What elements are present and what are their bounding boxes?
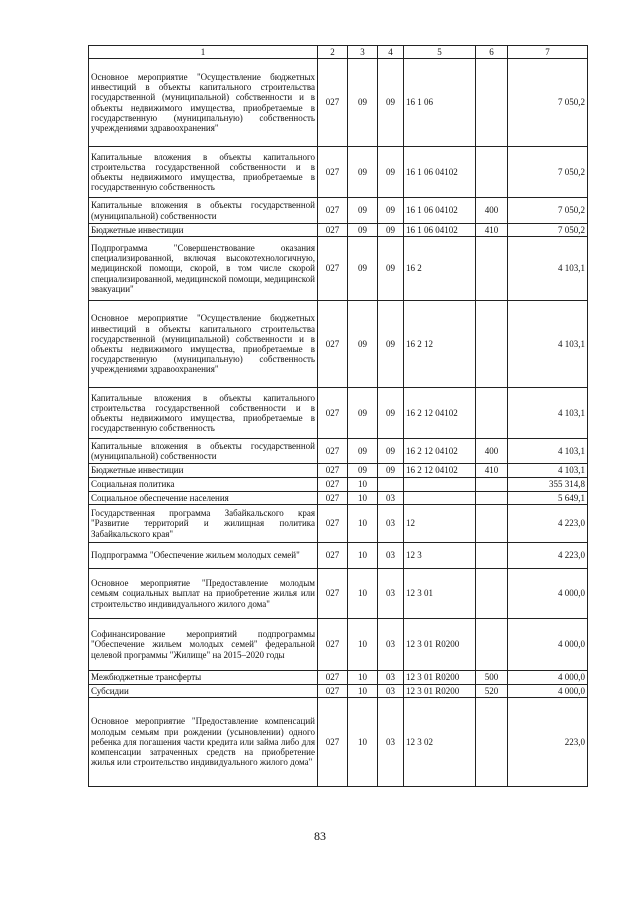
table-row	[89, 543, 588, 569]
row-expense-type-cell: 410	[476, 224, 508, 237]
row-target-article-cell: 12 3 01 R0200	[404, 685, 476, 698]
row-section-cell: 09	[348, 147, 378, 198]
row-target-article-cell: 16 2 12	[404, 301, 476, 388]
table-row	[89, 301, 588, 388]
row-amount-cell: 7 050,2	[508, 198, 588, 224]
table-row	[89, 492, 588, 505]
row-name-cell: Капитальные вложения в объекты капитального строительства государственной собственности и в объекты недвижимого имущества, приобретаемые в государственную собственность	[89, 388, 318, 439]
row-target-article-cell: 12	[404, 505, 476, 543]
row-subsection-cell: 09	[378, 59, 404, 147]
header-col-7: 7	[508, 46, 588, 59]
row-name-cell: Социальная политика	[89, 478, 318, 492]
row-section-cell: 09	[348, 388, 378, 439]
row-section-cell: 10	[348, 619, 378, 671]
row-subsection-cell: 03	[378, 685, 404, 698]
row-name-cell: Капитальные вложения в объекты государственной (муниципальной) собственности	[89, 439, 318, 464]
row-target-article-cell: 16 1 06 04102	[404, 198, 476, 224]
row-amount-cell: 4 223,0	[508, 505, 588, 543]
table-row	[89, 685, 588, 698]
row-section-cell: 10	[348, 478, 378, 492]
row-subsection-cell: 03	[378, 569, 404, 619]
row-subsection-cell: 03	[378, 505, 404, 543]
row-expense-type-cell	[476, 505, 508, 543]
row-subsection-cell: 09	[378, 224, 404, 237]
row-expense-type-cell: 410	[476, 464, 508, 478]
row-section-cell: 10	[348, 698, 378, 787]
row-name-cell: Основное мероприятие "Осуществление бюджетных инвестиций в объекты капитального строительства государственной (муниципальной) собственности и в объекты недвижимого имущества, приобретаемые в государственную (муниципальную) собственность учреждениями здравоохранения"	[89, 301, 318, 388]
row-section-cell: 09	[348, 237, 378, 301]
row-expense-type-cell	[476, 388, 508, 439]
row-name-cell: Подпрограмма "Совершенствование оказания специализированной, включая высокотехнологичную, медицинской помощи, скорой, в том числе скорой специализированной, медицинской помощи, медицинской эвакуации"	[89, 237, 318, 301]
row-ministry-code-cell: 027	[318, 198, 348, 224]
row-name-cell: Государственная программа Забайкальского края "Развитие территорий и жилищная политика Забайкальского края"	[89, 505, 318, 543]
row-target-article-cell: 16 1 06 04102	[404, 224, 476, 237]
budget-table	[88, 45, 588, 787]
row-subsection-cell	[378, 478, 404, 492]
table-row	[89, 147, 588, 198]
row-ministry-code-cell: 027	[318, 685, 348, 698]
row-subsection-cell: 03	[378, 671, 404, 685]
row-section-cell: 09	[348, 439, 378, 464]
row-amount-cell: 4 000,0	[508, 671, 588, 685]
row-expense-type-cell	[476, 237, 508, 301]
header-col-1: 1	[89, 46, 318, 59]
row-target-article-cell: 16 2 12 04102	[404, 388, 476, 439]
row-ministry-code-cell: 027	[318, 147, 348, 198]
row-section-cell: 10	[348, 569, 378, 619]
row-name-cell: Подпрограмма "Обеспечение жильем молодых семей"	[89, 543, 318, 569]
row-subsection-cell: 03	[378, 492, 404, 505]
row-ministry-code-cell: 027	[318, 478, 348, 492]
row-expense-type-cell: 400	[476, 198, 508, 224]
row-name-cell: Основное мероприятие "Предоставление компенсаций молодым семьям при рождении (усыновлении) одного ребенка для погашения части кредита или займа либо для компенсации затраченных средств на приобретение жилья или строительство индивидуального жилого дома"	[89, 698, 318, 787]
table-body	[89, 59, 588, 787]
table-row	[89, 569, 588, 619]
row-ministry-code-cell: 027	[318, 237, 348, 301]
row-name-cell: Бюджетные инвестиции	[89, 464, 318, 478]
row-amount-cell: 223,0	[508, 698, 588, 787]
row-name-cell: Софинансирование мероприятий подпрограммы "Обеспечение жильем молодых семей" федеральной целевой программы "Жилище" на 2015–2020 годы	[89, 619, 318, 671]
row-subsection-cell: 03	[378, 698, 404, 787]
table-row	[89, 505, 588, 543]
row-ministry-code-cell: 027	[318, 492, 348, 505]
header-col-5: 5	[404, 46, 476, 59]
row-section-cell: 09	[348, 198, 378, 224]
row-ministry-code-cell: 027	[318, 619, 348, 671]
row-amount-cell: 7 050,2	[508, 147, 588, 198]
row-subsection-cell: 09	[378, 147, 404, 198]
row-amount-cell: 4 103,1	[508, 388, 588, 439]
row-expense-type-cell	[476, 301, 508, 388]
row-name-cell: Основное мероприятие "Осуществление бюджетных инвестиций в объекты капитального строительства государственной (муниципальной) собственности и в объекты недвижимого имущества, приобретаемые в государственную (муниципальную) собственность учреждениями здравоохранения"	[89, 59, 318, 147]
row-name-cell: Социальное обеспечение населения	[89, 492, 318, 505]
row-ministry-code-cell: 027	[318, 464, 348, 478]
row-section-cell: 10	[348, 543, 378, 569]
row-subsection-cell: 09	[378, 388, 404, 439]
row-ministry-code-cell: 027	[318, 698, 348, 787]
row-expense-type-cell	[476, 569, 508, 619]
row-expense-type-cell: 400	[476, 439, 508, 464]
table-row	[89, 619, 588, 671]
row-target-article-cell: 12 3 01 R0200	[404, 671, 476, 685]
row-ministry-code-cell: 027	[318, 439, 348, 464]
row-section-cell: 09	[348, 464, 378, 478]
table-row	[89, 198, 588, 224]
row-expense-type-cell	[476, 147, 508, 198]
header-col-6: 6	[476, 46, 508, 59]
row-subsection-cell: 09	[378, 237, 404, 301]
row-subsection-cell: 09	[378, 439, 404, 464]
row-amount-cell: 4 223,0	[508, 543, 588, 569]
row-expense-type-cell: 520	[476, 685, 508, 698]
row-target-article-cell: 12 3 02	[404, 698, 476, 787]
table-row	[89, 464, 588, 478]
row-subsection-cell: 09	[378, 464, 404, 478]
row-amount-cell: 4 000,0	[508, 685, 588, 698]
row-section-cell: 09	[348, 301, 378, 388]
row-amount-cell: 4 103,1	[508, 237, 588, 301]
row-target-article-cell: 12 3 01 R0200	[404, 619, 476, 671]
row-target-article-cell: 12 3	[404, 543, 476, 569]
row-ministry-code-cell: 027	[318, 543, 348, 569]
table-row	[89, 59, 588, 147]
row-expense-type-cell: 500	[476, 671, 508, 685]
row-subsection-cell: 03	[378, 543, 404, 569]
table-row	[89, 439, 588, 464]
row-target-article-cell	[404, 492, 476, 505]
row-ministry-code-cell: 027	[318, 671, 348, 685]
row-ministry-code-cell: 027	[318, 388, 348, 439]
row-section-cell: 09	[348, 224, 378, 237]
row-amount-cell: 355 314,8	[508, 478, 588, 492]
row-target-article-cell: 12 3 01	[404, 569, 476, 619]
row-ministry-code-cell: 027	[318, 59, 348, 147]
row-ministry-code-cell: 027	[318, 569, 348, 619]
row-ministry-code-cell: 027	[318, 505, 348, 543]
row-expense-type-cell	[476, 59, 508, 147]
row-target-article-cell: 16 2 12 04102	[404, 439, 476, 464]
row-section-cell: 10	[348, 492, 378, 505]
row-section-cell: 09	[348, 59, 378, 147]
row-target-article-cell: 16 1 06 04102	[404, 147, 476, 198]
row-amount-cell: 4 103,1	[508, 464, 588, 478]
page-number: 83	[314, 829, 326, 843]
row-amount-cell: 4 000,0	[508, 619, 588, 671]
row-target-article-cell: 16 1 06	[404, 59, 476, 147]
row-target-article-cell	[404, 478, 476, 492]
row-subsection-cell: 09	[378, 301, 404, 388]
table-row	[89, 478, 588, 492]
row-subsection-cell: 03	[378, 619, 404, 671]
table-row	[89, 698, 588, 787]
row-amount-cell: 7 050,2	[508, 59, 588, 147]
row-section-cell: 10	[348, 685, 378, 698]
row-expense-type-cell	[476, 478, 508, 492]
table-row	[89, 671, 588, 685]
row-target-article-cell: 16 2	[404, 237, 476, 301]
table-row	[89, 237, 588, 301]
row-section-cell: 10	[348, 671, 378, 685]
row-name-cell: Основное мероприятие "Предоставление молодым семьям социальных выплат на приобретение жилья или строительство индивидуального жилого дома"	[89, 569, 318, 619]
row-expense-type-cell	[476, 492, 508, 505]
row-amount-cell: 4 000,0	[508, 569, 588, 619]
row-ministry-code-cell: 027	[318, 301, 348, 388]
row-name-cell: Капитальные вложения в объекты государственной (муниципальной) собственности	[89, 198, 318, 224]
row-name-cell: Бюджетные инвестиции	[89, 224, 318, 237]
row-name-cell: Капитальные вложения в объекты капитального строительства государственной собственности и в объекты недвижимого имущества, приобретаемые в государственную собственность	[89, 147, 318, 198]
row-section-cell: 10	[348, 505, 378, 543]
table-row	[89, 224, 588, 237]
row-target-article-cell: 16 2 12 04102	[404, 464, 476, 478]
row-name-cell: Межбюджетные трансферты	[89, 671, 318, 685]
table-header-row	[89, 46, 588, 59]
header-col-4: 4	[378, 46, 404, 59]
row-amount-cell: 4 103,1	[508, 439, 588, 464]
row-expense-type-cell	[476, 543, 508, 569]
row-expense-type-cell	[476, 619, 508, 671]
header-col-3: 3	[348, 46, 378, 59]
row-name-cell: Субсидии	[89, 685, 318, 698]
row-amount-cell: 7 050,2	[508, 224, 588, 237]
header-col-2: 2	[318, 46, 348, 59]
row-subsection-cell: 09	[378, 198, 404, 224]
row-expense-type-cell	[476, 698, 508, 787]
row-amount-cell: 5 649,1	[508, 492, 588, 505]
row-ministry-code-cell: 027	[318, 224, 348, 237]
row-amount-cell: 4 103,1	[508, 301, 588, 388]
table-row	[89, 388, 588, 439]
